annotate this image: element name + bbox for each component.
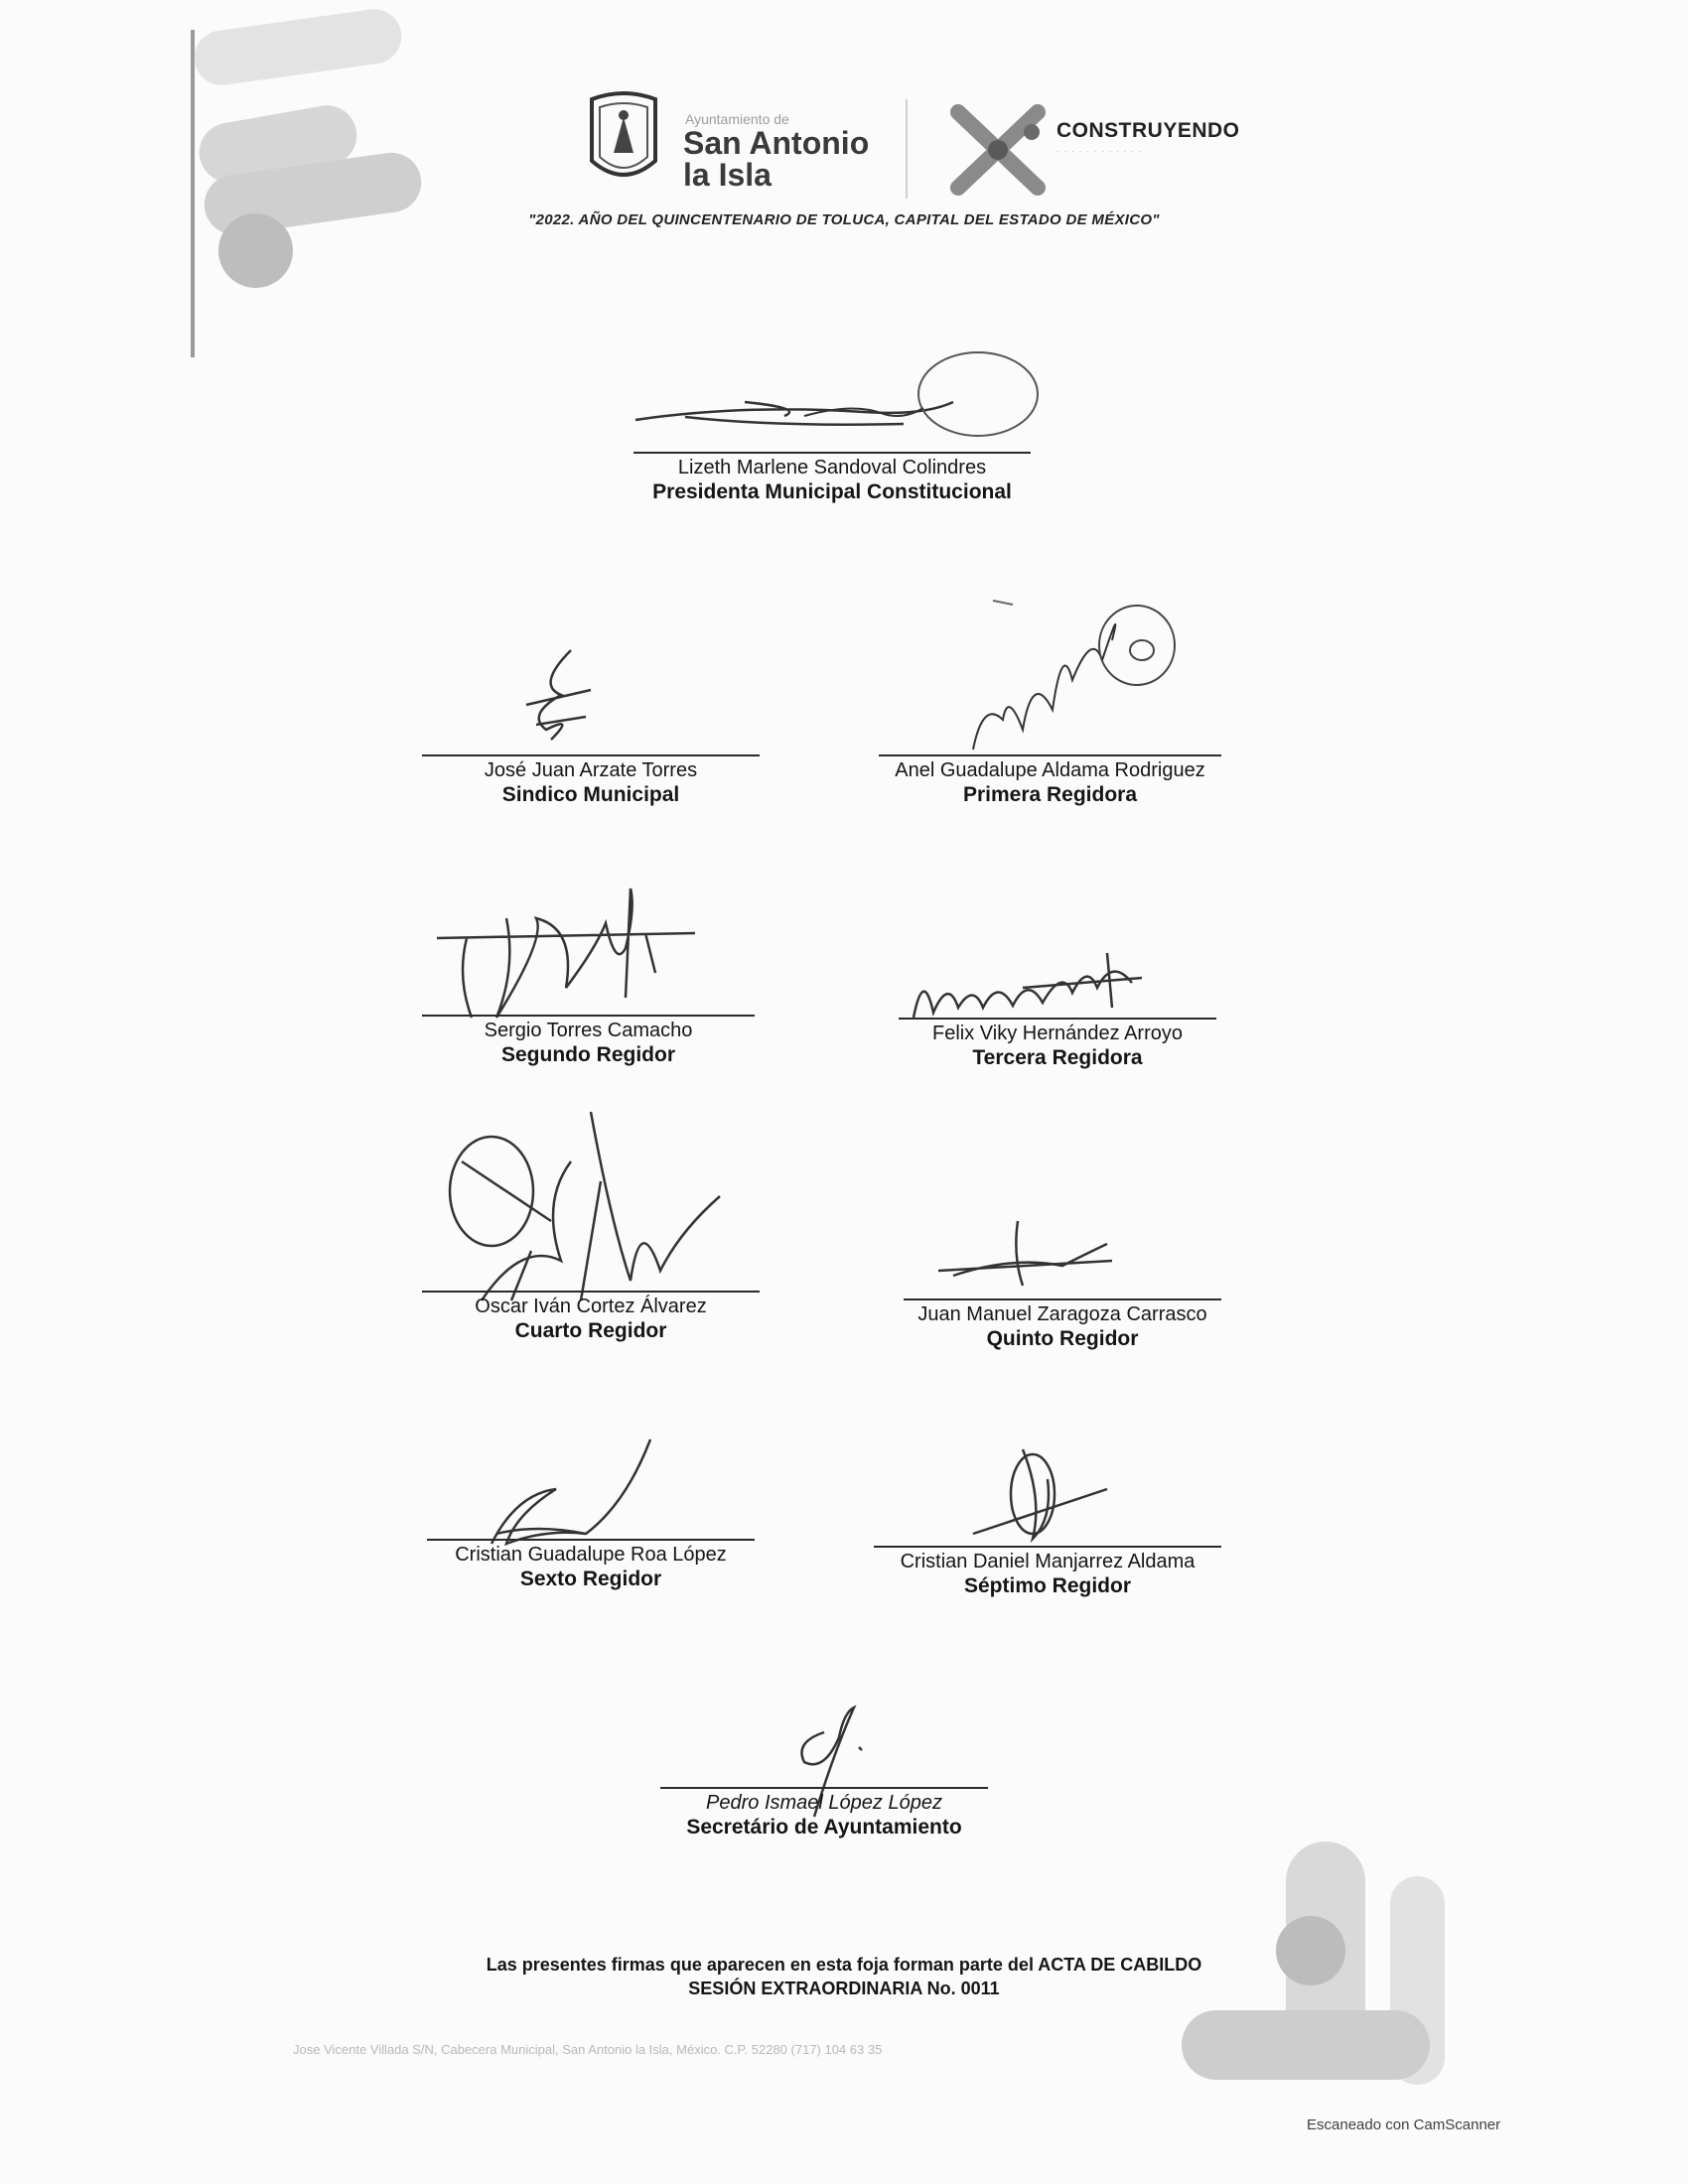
signatory-name: Felix Viky Hernández Arroyo [932, 1023, 1183, 1044]
program-subtitle: · · · · · · · · · · · · [1056, 146, 1143, 156]
signature-line [899, 1018, 1216, 1020]
decorative-stem [191, 30, 195, 357]
signature-block [633, 452, 1031, 504]
signatory-name: Sergio Torres Camacho [484, 1020, 693, 1041]
signatory-role: Tercera Regidora [972, 1046, 1143, 1069]
signature-quinto-regidor [933, 1216, 1132, 1291]
signature-line [422, 1015, 755, 1017]
signatory-role: Cuarto Regidor [514, 1319, 667, 1342]
signatory-role: Secretário de Ayuntamiento [686, 1816, 962, 1839]
signatory-role: Sexto Regidor [519, 1568, 662, 1590]
signature-block [427, 1539, 755, 1591]
signatory-name: Cristian Daniel Manjarrez Aldama [900, 1551, 1196, 1572]
program-name: CONSTRUYENDO [1056, 119, 1240, 142]
signature-block [874, 1546, 1221, 1598]
signature-block [422, 1015, 755, 1067]
signature-line [874, 1546, 1221, 1548]
signature-line [422, 1291, 760, 1293]
signatory-role: Sindico Municipal [501, 783, 680, 806]
acta-statement [0, 1953, 1688, 2000]
signatory-role: Séptimo Regidor [963, 1574, 1131, 1597]
signatory-name: Cristian Guadalupe Roa López [455, 1544, 727, 1566]
signatory-role: Segundo Regidor [501, 1043, 675, 1066]
signature-line [879, 754, 1221, 756]
decorative-shape [191, 6, 405, 89]
signature-line [427, 1539, 755, 1541]
municipal-address: Jose Vicente Villada S/N, Cabecera Municipal, San Antonio la Isla, México. C.P. 52280 (717) 104 63 35 [293, 2042, 883, 2057]
signatory-name: Lizeth Marlene Sandoval Colindres [677, 457, 987, 478]
signature-line [660, 1787, 988, 1789]
municipality-name: San Antonio [683, 125, 870, 161]
acta-statement-line1: Las presentes firmas que aparecen en esta foja forman parte del ACTA DE CABILDO [486, 1955, 1202, 1975]
signatory-name: Anel Guadalupe Aldama Rodriguez [895, 759, 1205, 781]
signatory-name: Pedro Ismael López López [706, 1792, 942, 1814]
year-motto: "2022. AÑO DEL QUINCENTENARIO DE TOLUCA, CAPITAL DEL ESTADO DE MÉXICO" [528, 211, 1160, 228]
signatory-name: Oscar Iván Cortez Álvarez [475, 1296, 707, 1317]
signature-line [904, 1298, 1221, 1300]
signature-block [904, 1298, 1221, 1351]
signature-line [422, 754, 760, 756]
signature-block [422, 754, 760, 807]
municipality-label: Ayuntamiento de [685, 111, 789, 127]
signature-cuarto-regidor [442, 1102, 730, 1310]
signature-tercera-regidora [904, 948, 1152, 1027]
acta-statement-line2: SESIÓN EXTRAORDINARIA No. 0011 [688, 1979, 1000, 1998]
signature-line [633, 452, 1031, 454]
header-divider [906, 99, 908, 199]
signature-block [899, 1018, 1216, 1070]
signatory-role: Quinto Regidor [986, 1327, 1139, 1350]
signature-block [660, 1787, 988, 1840]
signatory-role: Primera Regidora [962, 783, 1138, 806]
signature-primera-regidora [953, 581, 1182, 754]
signature-sindico [496, 645, 616, 754]
municipal-seal-icon [586, 91, 661, 191]
signatory-role: Presidenta Municipal Constitucional [652, 480, 1012, 503]
signature-septimo-regidor [963, 1439, 1112, 1559]
signatory-name: José Juan Arzate Torres [484, 759, 698, 781]
scanner-watermark: Escaneado con CamScanner [1307, 2116, 1501, 2133]
signature-block [422, 1291, 760, 1343]
decorative-shape [1182, 2010, 1430, 2080]
signature-block [879, 754, 1221, 807]
signature-president [626, 342, 1072, 452]
municipality-name-line2: la Isla [683, 157, 772, 193]
signatory-name: Juan Manuel Zaragoza Carrasco [917, 1303, 1207, 1325]
construyendo-logo-icon [948, 102, 1048, 198]
signature-segundo-regidor [427, 879, 705, 1027]
